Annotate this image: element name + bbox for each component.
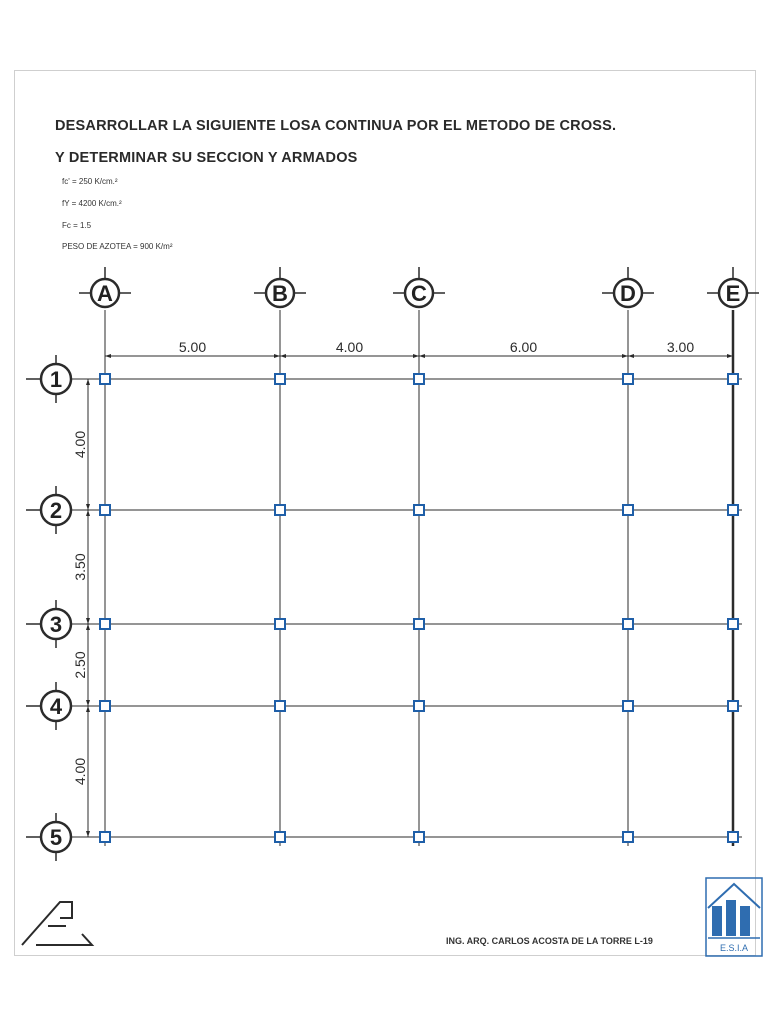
author-footer: ING. ARQ. CARLOS ACOSTA DE LA TORRE L-19	[446, 936, 653, 946]
axis-label-B: B	[272, 281, 288, 306]
corner-logo-icon	[22, 902, 92, 945]
grid-node	[275, 832, 285, 842]
grid-node	[623, 374, 633, 384]
grid-node	[100, 832, 110, 842]
grid-node	[623, 701, 633, 711]
spec-fy: fY = 4200 K/cm.²	[62, 199, 122, 208]
spec-fc: fc' = 250 K/cm.²	[62, 177, 118, 186]
grid-node	[728, 832, 738, 842]
dim-arrow	[105, 354, 111, 358]
grid-node	[275, 701, 285, 711]
dim-arrow	[86, 379, 90, 385]
problem-title-line-2: Y DETERMINAR SU SECCION Y ARMADOS	[55, 150, 358, 166]
grid-lines	[72, 310, 742, 846]
dim-arrow	[622, 354, 628, 358]
dim-arrow	[86, 510, 90, 516]
spec-peso-azotea: PESO DE AZOTEA = 900 K/m²	[62, 242, 173, 251]
esia-logo-text: E.S.I.A	[719, 943, 749, 953]
span-y-label: 3.50	[72, 553, 88, 581]
span-y-label: 4.00	[72, 430, 88, 459]
axis-label-1: 1	[49, 367, 63, 392]
dim-arrow	[86, 504, 90, 510]
grid-node	[100, 505, 110, 515]
grid-node	[100, 701, 110, 711]
axis-label-A: A	[97, 281, 113, 306]
span-y-label: 2.50	[72, 651, 88, 679]
grid-node	[100, 619, 110, 629]
span-x-label: 4.00	[335, 339, 364, 355]
grid-node	[728, 701, 738, 711]
axis-label-4: 4	[49, 694, 63, 719]
grid-node	[623, 832, 633, 842]
dim-arrow	[413, 354, 419, 358]
dim-arrow	[419, 354, 425, 358]
dim-arrow	[86, 831, 90, 837]
dim-arrow	[280, 354, 286, 358]
problem-title-line-1: DESARROLLAR LA SIGUIENTE LOSA CONTINUA POR EL METODO DE CROSS.	[55, 118, 617, 134]
span-x-label: 3.00	[666, 339, 695, 355]
grid-node	[414, 619, 424, 629]
grid-node	[414, 832, 424, 842]
dim-arrow	[86, 618, 90, 624]
grid-node	[728, 505, 738, 515]
grid-node	[414, 505, 424, 515]
dimension-lines	[72, 339, 733, 837]
grid-node	[100, 374, 110, 384]
span-x-label: 5.00	[178, 339, 207, 355]
dim-arrow	[86, 700, 90, 706]
axis-label-3: 3	[49, 612, 63, 637]
dim-arrow	[86, 706, 90, 712]
grid-node	[414, 374, 424, 384]
span-x-label: 6.00	[509, 339, 538, 355]
grid-node	[275, 619, 285, 629]
grid-node	[414, 701, 424, 711]
span-y-label: 4.00	[72, 757, 88, 786]
dim-arrow	[86, 624, 90, 630]
grid-node	[275, 505, 285, 515]
dim-arrow	[628, 354, 634, 358]
grid-node	[623, 619, 633, 629]
esia-logo	[706, 878, 762, 956]
axis-label-2: 2	[49, 498, 63, 523]
grid-node	[728, 374, 738, 384]
grid-node	[728, 619, 738, 629]
axis-label-5: 5	[49, 825, 63, 850]
axis-label-D: D	[620, 281, 636, 306]
spec-Fc: Fc = 1.5	[62, 221, 92, 230]
axis-label-C: C	[411, 281, 427, 306]
dim-arrow	[274, 354, 280, 358]
grid-node	[623, 505, 633, 515]
grid-node	[275, 374, 285, 384]
axis-label-E: E	[725, 281, 741, 306]
